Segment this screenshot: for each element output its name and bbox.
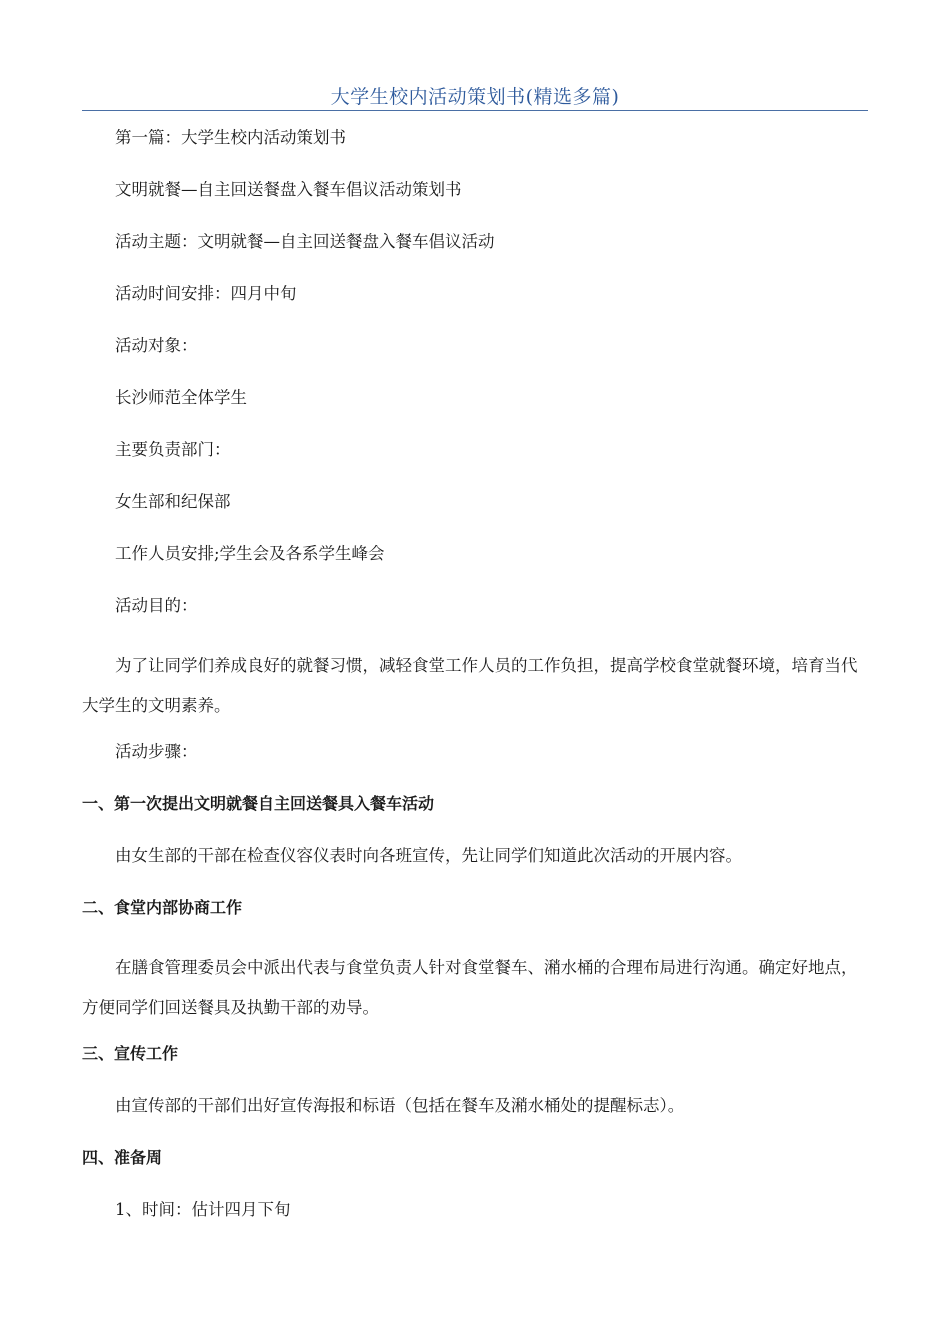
purpose-label: 活动目的： [115, 596, 198, 615]
section-4-item-1: 1、时间：估计四月下旬 [115, 1200, 291, 1219]
page-header [82, 80, 868, 111]
section-1-paragraph: 由女生部的干部在检查仪容仪表时向各班宣传，先让同学们知道此次活动的开展内容。 [115, 846, 742, 865]
purpose-paragraph: 为了让同学们养成良好的就餐习惯，减轻食堂工作人员的工作负担，提高学校食堂就餐环境，培育当代大学生的文明素养。 [82, 656, 858, 715]
section-3-paragraph: 由宣传部的干部们出好宣传海报和标语（包括在餐车及潲水桶处的提醒标志）。 [115, 1096, 685, 1115]
responsible-dept: 女生部和纪保部 [115, 492, 231, 511]
activity-time: 活动时间安排：四月中旬 [115, 284, 297, 303]
document-title: 大学生校内活动策划书(精选多篇) [330, 86, 620, 108]
section-heading-2: 二、食堂内部协商工作 [82, 898, 243, 917]
plan-title: 文明就餐—自主回送餐盘入餐车倡议活动策划书 [115, 180, 462, 199]
activity-theme: 活动主题：文明就餐—自主回送餐盘入餐车倡议活动 [115, 232, 495, 251]
activity-audience: 长沙师范全体学生 [115, 388, 247, 407]
section-heading-1: 一、第一次提出文明就餐自主回送餐具入餐车活动 [82, 794, 435, 813]
document-body [82, 126, 868, 1250]
responsible-dept-label: 主要负责部门： [115, 440, 231, 459]
activity-audience-label: 活动对象： [115, 336, 198, 355]
part-title: 第一篇：大学生校内活动策划书 [115, 128, 346, 147]
staff-arrangement: 工作人员安排;学生会及各系学生峰会 [115, 544, 385, 563]
section-heading-4: 四、准备周 [82, 1148, 163, 1167]
section-heading-3: 三、宣传工作 [82, 1044, 179, 1063]
section-2-paragraph: 在膳食管理委员会中派出代表与食堂负责人针对食堂餐车、潲水桶的合理布局进行沟通。确定好地点，方便同学们回送餐具及执勤干部的劝导。 [82, 958, 858, 1017]
steps-label: 活动步骤： [115, 742, 198, 761]
